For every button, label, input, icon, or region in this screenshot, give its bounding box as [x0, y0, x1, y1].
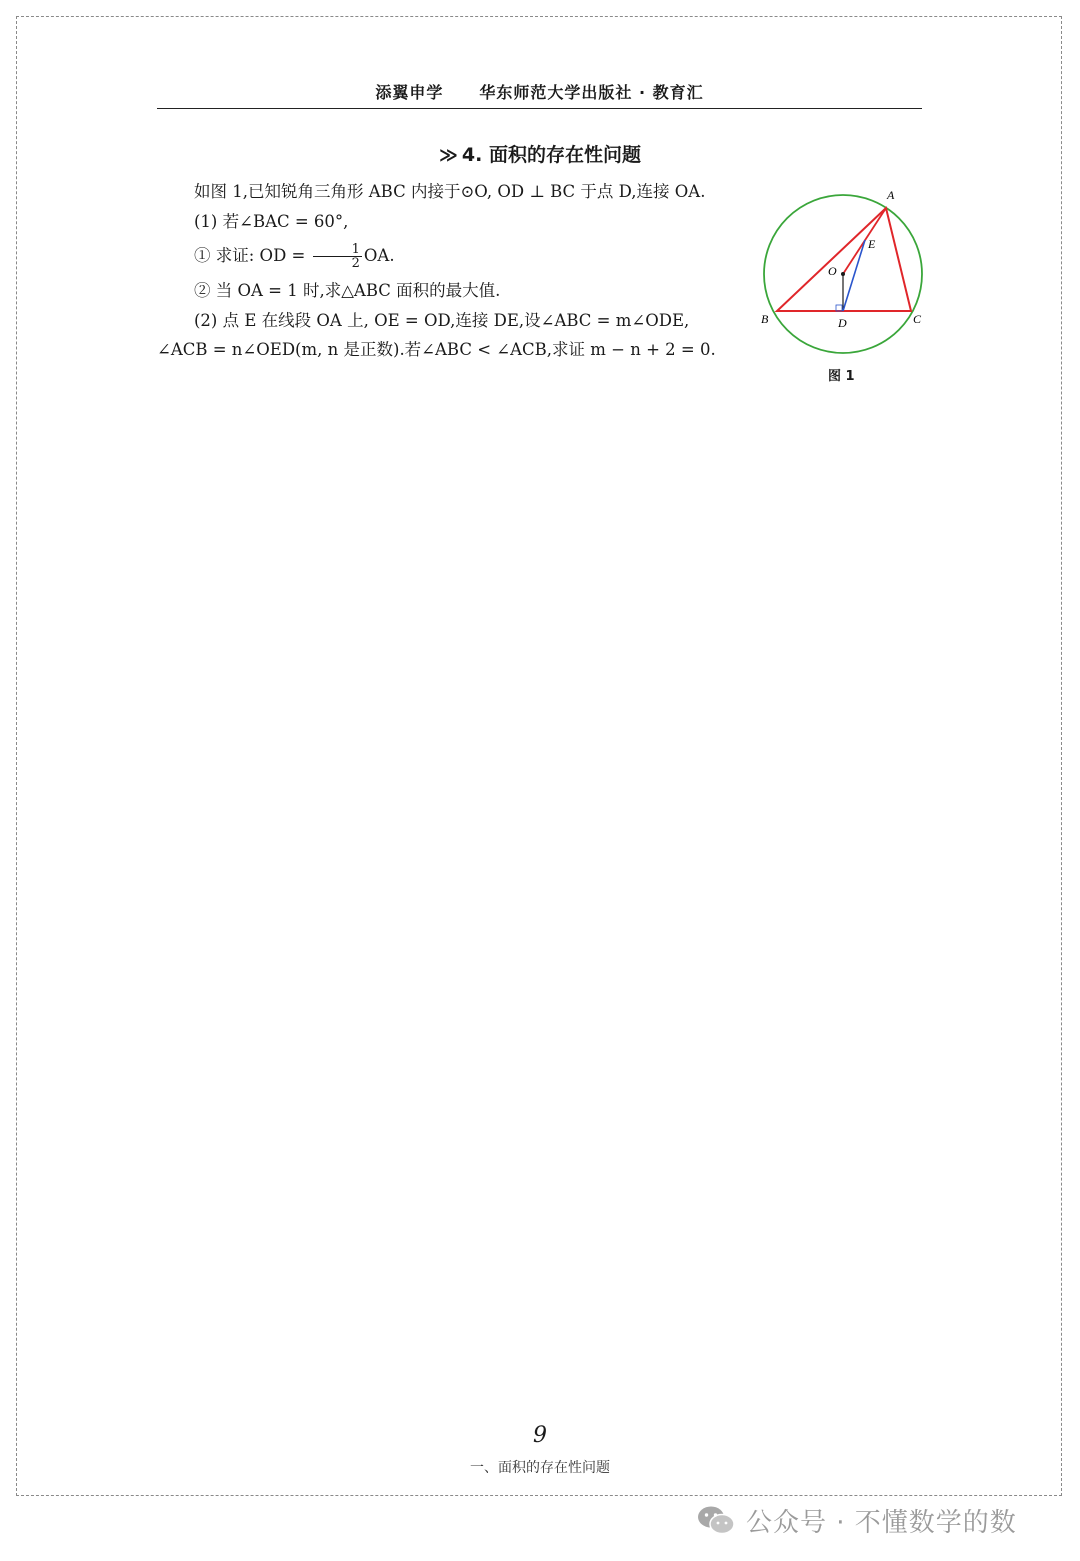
figure-caption: 图 1: [828, 369, 855, 384]
section-title-text: 4. 面积的存在性问题: [461, 144, 641, 166]
segment-de: [843, 240, 865, 311]
fraction: [313, 243, 362, 270]
label-c: C: [913, 312, 922, 326]
header-left: 添翼申学: [375, 83, 444, 102]
label-o: O: [828, 264, 837, 278]
watermark-text: 公众号 · 不懂数学的数: [746, 1507, 1017, 1538]
watermark: [696, 1500, 1017, 1540]
problem-part1-a: [157, 236, 742, 276]
part1-a-suffix: OA.: [363, 246, 395, 265]
label-b: B: [761, 312, 769, 326]
problem-part1: (1) 若∠BAC = 60°,: [194, 211, 349, 231]
geometry-diagram: [755, 180, 935, 370]
geometry-figure: [755, 180, 935, 380]
problem-text: [157, 177, 742, 365]
label-d: D: [838, 316, 847, 330]
section-marker-icon: ≫: [439, 145, 458, 166]
wechat-icon: [696, 1504, 736, 1536]
problem-part2: (2) 点 E 在线段 OA 上, OE = OD,连接 DE,设∠ABC = m∠ODE, ∠ACB = n∠OED(m, n 是正数).若∠ABC < ∠ACB,求证 m − n + 2 = 0.: [157, 310, 716, 359]
problem-intro: 如图 1,已知锐角三角形 ABC 内接于⊙O, OD ⊥ BC 于点 D,连接 OA.: [194, 182, 706, 201]
point-o: [841, 272, 845, 276]
label-e: E: [868, 237, 876, 251]
header-right: 华东师范大学出版社 · 教育汇: [479, 83, 704, 102]
fraction-numerator: 1: [313, 243, 362, 257]
footer-chapter: 一、面积的存在性问题: [470, 1460, 610, 1476]
label-a: A: [887, 188, 895, 202]
section-title: [0, 140, 1080, 167]
triangle-abc: [777, 208, 911, 311]
running-header: [157, 80, 922, 109]
page-number: 9: [533, 1423, 547, 1448]
problem-part1-b: ② 当 OA = 1 时,求△ABC 面积的最大值.: [194, 281, 501, 300]
fraction-denominator: 2: [351, 256, 360, 271]
part1-a-prefix: ① 求证: OD =: [194, 246, 306, 265]
